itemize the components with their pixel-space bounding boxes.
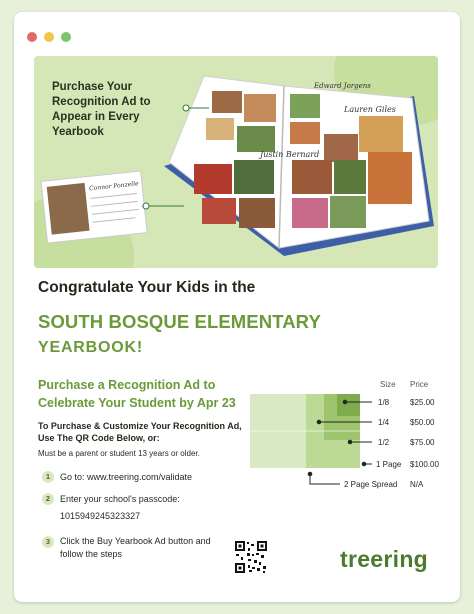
step-2-text: Enter your school's passcode:	[60, 494, 180, 504]
hero-tagline: Purchase Your Recognition Ad to Appear in Every Yearbook	[52, 81, 151, 138]
step-3-badge: 3	[42, 536, 54, 548]
step-1-text[interactable]: Go to: www.treering.com/validate	[60, 472, 193, 482]
step-3-text: Click the Buy Yearbook Ad button and follow the steps	[60, 536, 211, 559]
price-1-8: $25.00	[410, 398, 435, 407]
qr-code-icon[interactable]	[234, 540, 268, 574]
size-1-page: 1 Page	[376, 460, 402, 469]
maximize-dot-icon[interactable]	[61, 32, 71, 42]
purchase-line-1: Purchase a Recognition Ad to	[38, 378, 216, 392]
price-1-2: $75.00	[410, 438, 435, 447]
school-name: SOUTH BOSQUE ELEMENTARY	[38, 311, 321, 332]
price-column-header: Price	[410, 380, 429, 389]
deadline-date: Apr 23	[196, 396, 236, 410]
age-note: Must be a parent or student 13 years or older.	[38, 449, 200, 458]
instructions-title: To Purchase & Customize Your Recognition Ad, Use The QR Code Below, or:	[38, 421, 242, 443]
svg-text:Justin Bernard: Justin Bernard	[260, 150, 320, 159]
minimize-dot-icon[interactable]	[44, 32, 54, 42]
size-2-page-spread: 2 Page Spread	[344, 480, 398, 489]
headline: Congratulate Your Kids in the	[38, 279, 256, 296]
svg-text:Connor Ponzelle: Connor Ponzelle	[88, 180, 139, 193]
hero-banner	[34, 56, 438, 268]
treering-logo: treering	[340, 546, 429, 572]
yearbook-title: YEARBOOK!	[38, 339, 143, 356]
price-2-page-spread: N/A	[410, 480, 424, 489]
svg-text:Edward Jorgens: Edward Jorgens	[314, 82, 371, 90]
passcode: 1015949245323327	[60, 511, 141, 521]
price-1-4: $50.00	[410, 418, 435, 427]
yearbook-illustration	[34, 56, 438, 268]
price-1-page: $100.00	[410, 460, 439, 469]
size-1-8: 1/8	[378, 398, 390, 407]
step-2-badge: 2	[42, 493, 54, 505]
close-dot-icon[interactable]	[27, 32, 37, 42]
size-column-header: Size	[380, 380, 396, 389]
purchase-line-2: Celebrate Your Student by	[38, 396, 194, 410]
window-dots	[27, 32, 71, 42]
svg-text:Lauren Giles: Lauren Giles	[344, 105, 396, 114]
purchase-callout	[38, 376, 278, 412]
size-1-4: 1/4	[378, 418, 390, 427]
flyer-card	[14, 12, 460, 602]
size-1-2: 1/2	[378, 438, 390, 447]
step-1-badge: 1	[42, 471, 54, 483]
